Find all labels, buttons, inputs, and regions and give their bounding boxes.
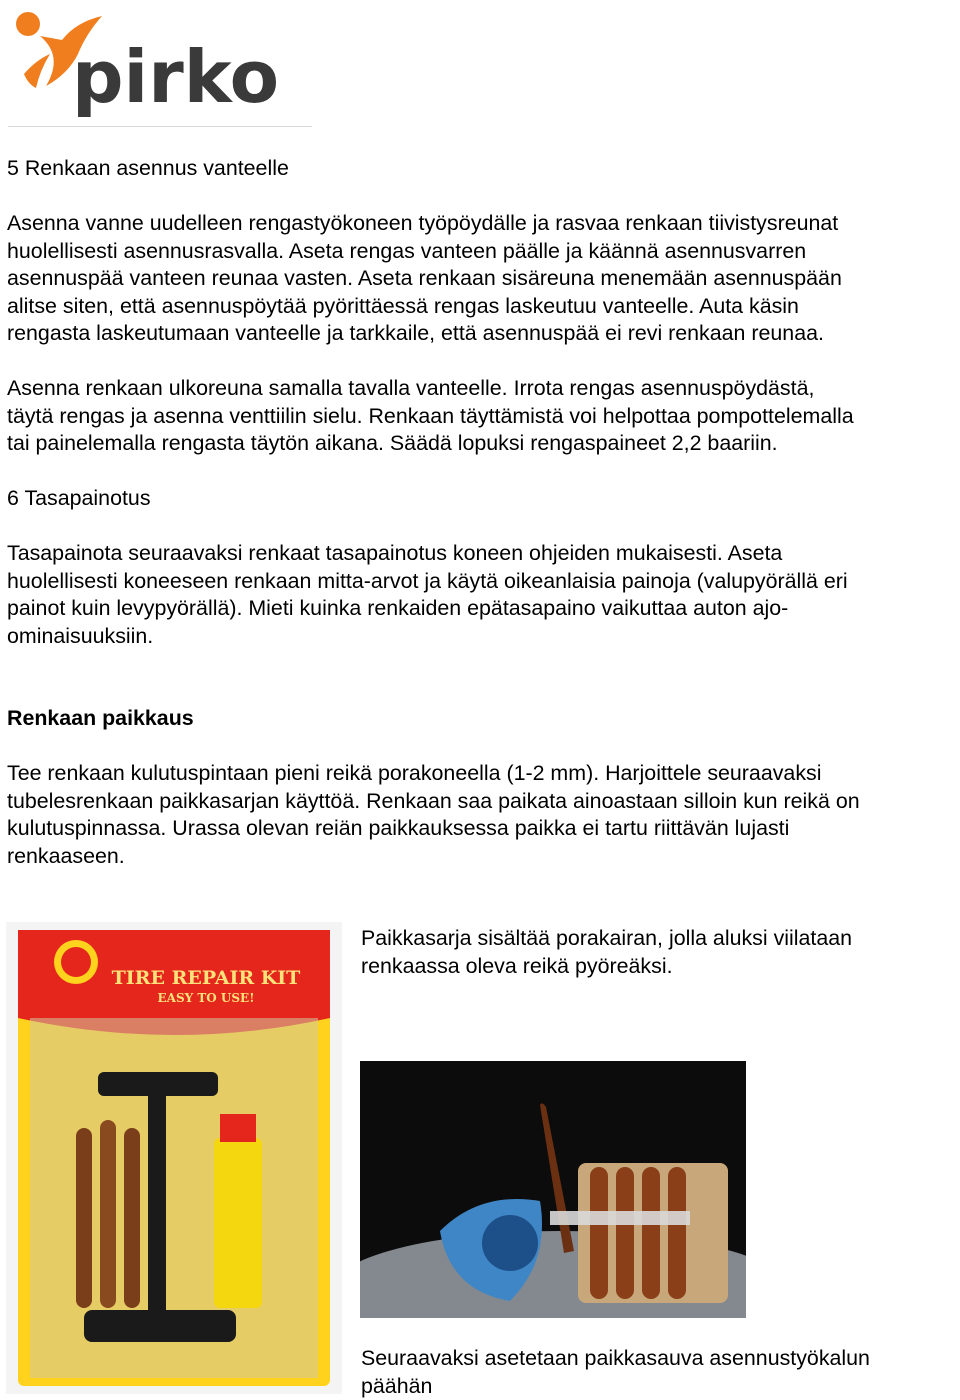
text-line: huolellisesti asennusrasvalla. Aseta rengas vanteen päälle ja käännä asennusvarren	[7, 238, 807, 263]
text-line: ominaisuuksiin.	[7, 623, 154, 648]
text-line: kulutuspinnassa. Urassa olevan reiän paikkauksessa paikka ei tartu riittävän lujasti	[7, 816, 790, 840]
text-line: Tee renkaan kulutuspintaan pieni reikä porakoneella (1-2 mm). Harjoittele seuraavaksi	[7, 761, 822, 785]
text-line: päähän	[361, 1373, 433, 1398]
text-line: Asenna renkaan ulkoreuna samalla tavalla vanteelle. Irrota rengas asennuspöydästä,	[7, 376, 815, 400]
logo-wordmark: pirko	[72, 35, 280, 119]
kit-label-subtitle: EASY TO USE!	[157, 991, 255, 1005]
pirko-logo	[6, 4, 316, 124]
text-line: asennuspää vanteen reunaa vasten. Aseta renkaan sisäreuna menemään asennuspään	[7, 266, 842, 290]
text-line: rengasta laskeutumaan vanteelle ja tarkkaile, että asennuspää ei revi renkaan reunaa.	[7, 321, 824, 345]
text-line: Paikkasarja sisältää porakairan, jolla aluksi viilataan	[361, 926, 853, 950]
text-line: renkaassa oleva reikä pyöreäksi.	[361, 953, 673, 978]
text-line: alitse siten, että asennuspöytää pyörittäessä rengas laskeutuu vanteelle. Auta käsin	[7, 293, 799, 318]
text-line: Asenna vanne uudelleen rengastyökoneen työpöydälle ja rasvaa renkaan tiivistysreunat	[7, 211, 839, 235]
repair-plug-tool-photo	[360, 1061, 746, 1318]
repair-heading: Renkaan paikkaus	[7, 706, 194, 730]
text-line: tubelesrenkaan paikkasarjan käyttöä. Renkaan saa paikata ainoastaan silloin kun reikä on	[7, 788, 860, 813]
section5-heading: 5 Renkaan asennus vanteelle	[7, 156, 289, 180]
kit-label-title: TIRE REPAIR KIT	[111, 967, 301, 989]
text-line: painot kuin levypyörällä). Mieti kuinka renkaiden epätasapaino vaikuttaa auton ajo-	[7, 596, 789, 620]
tire-repair-kit-photo	[6, 922, 342, 1394]
text-line: renkaaseen.	[7, 843, 125, 868]
text-line: huolellisesti koneeseen renkaan mitta-arvot ja käytä oikeanlaisia painoja (valupyörällä eri	[7, 568, 848, 593]
text-line: Tasapainota seuraavaksi renkaat tasapainotus koneen ohjeiden mukaisesti. Aseta	[7, 541, 783, 565]
text-line: täytä rengas ja asenna venttiilin sielu. Renkaan täyttämistä voi helpottaa pompottelemalla	[7, 403, 854, 428]
section6-heading: 6 Tasapainotus	[7, 486, 151, 510]
logo-divider	[8, 126, 312, 127]
text-line: tai painelemalla rengasta täytön aikana. Säädä lopuksi rengaspaineet 2,2 baariin.	[7, 431, 778, 455]
text-line: Seuraavaksi asetetaan paikkasauva asennustyökalun	[361, 1346, 870, 1370]
